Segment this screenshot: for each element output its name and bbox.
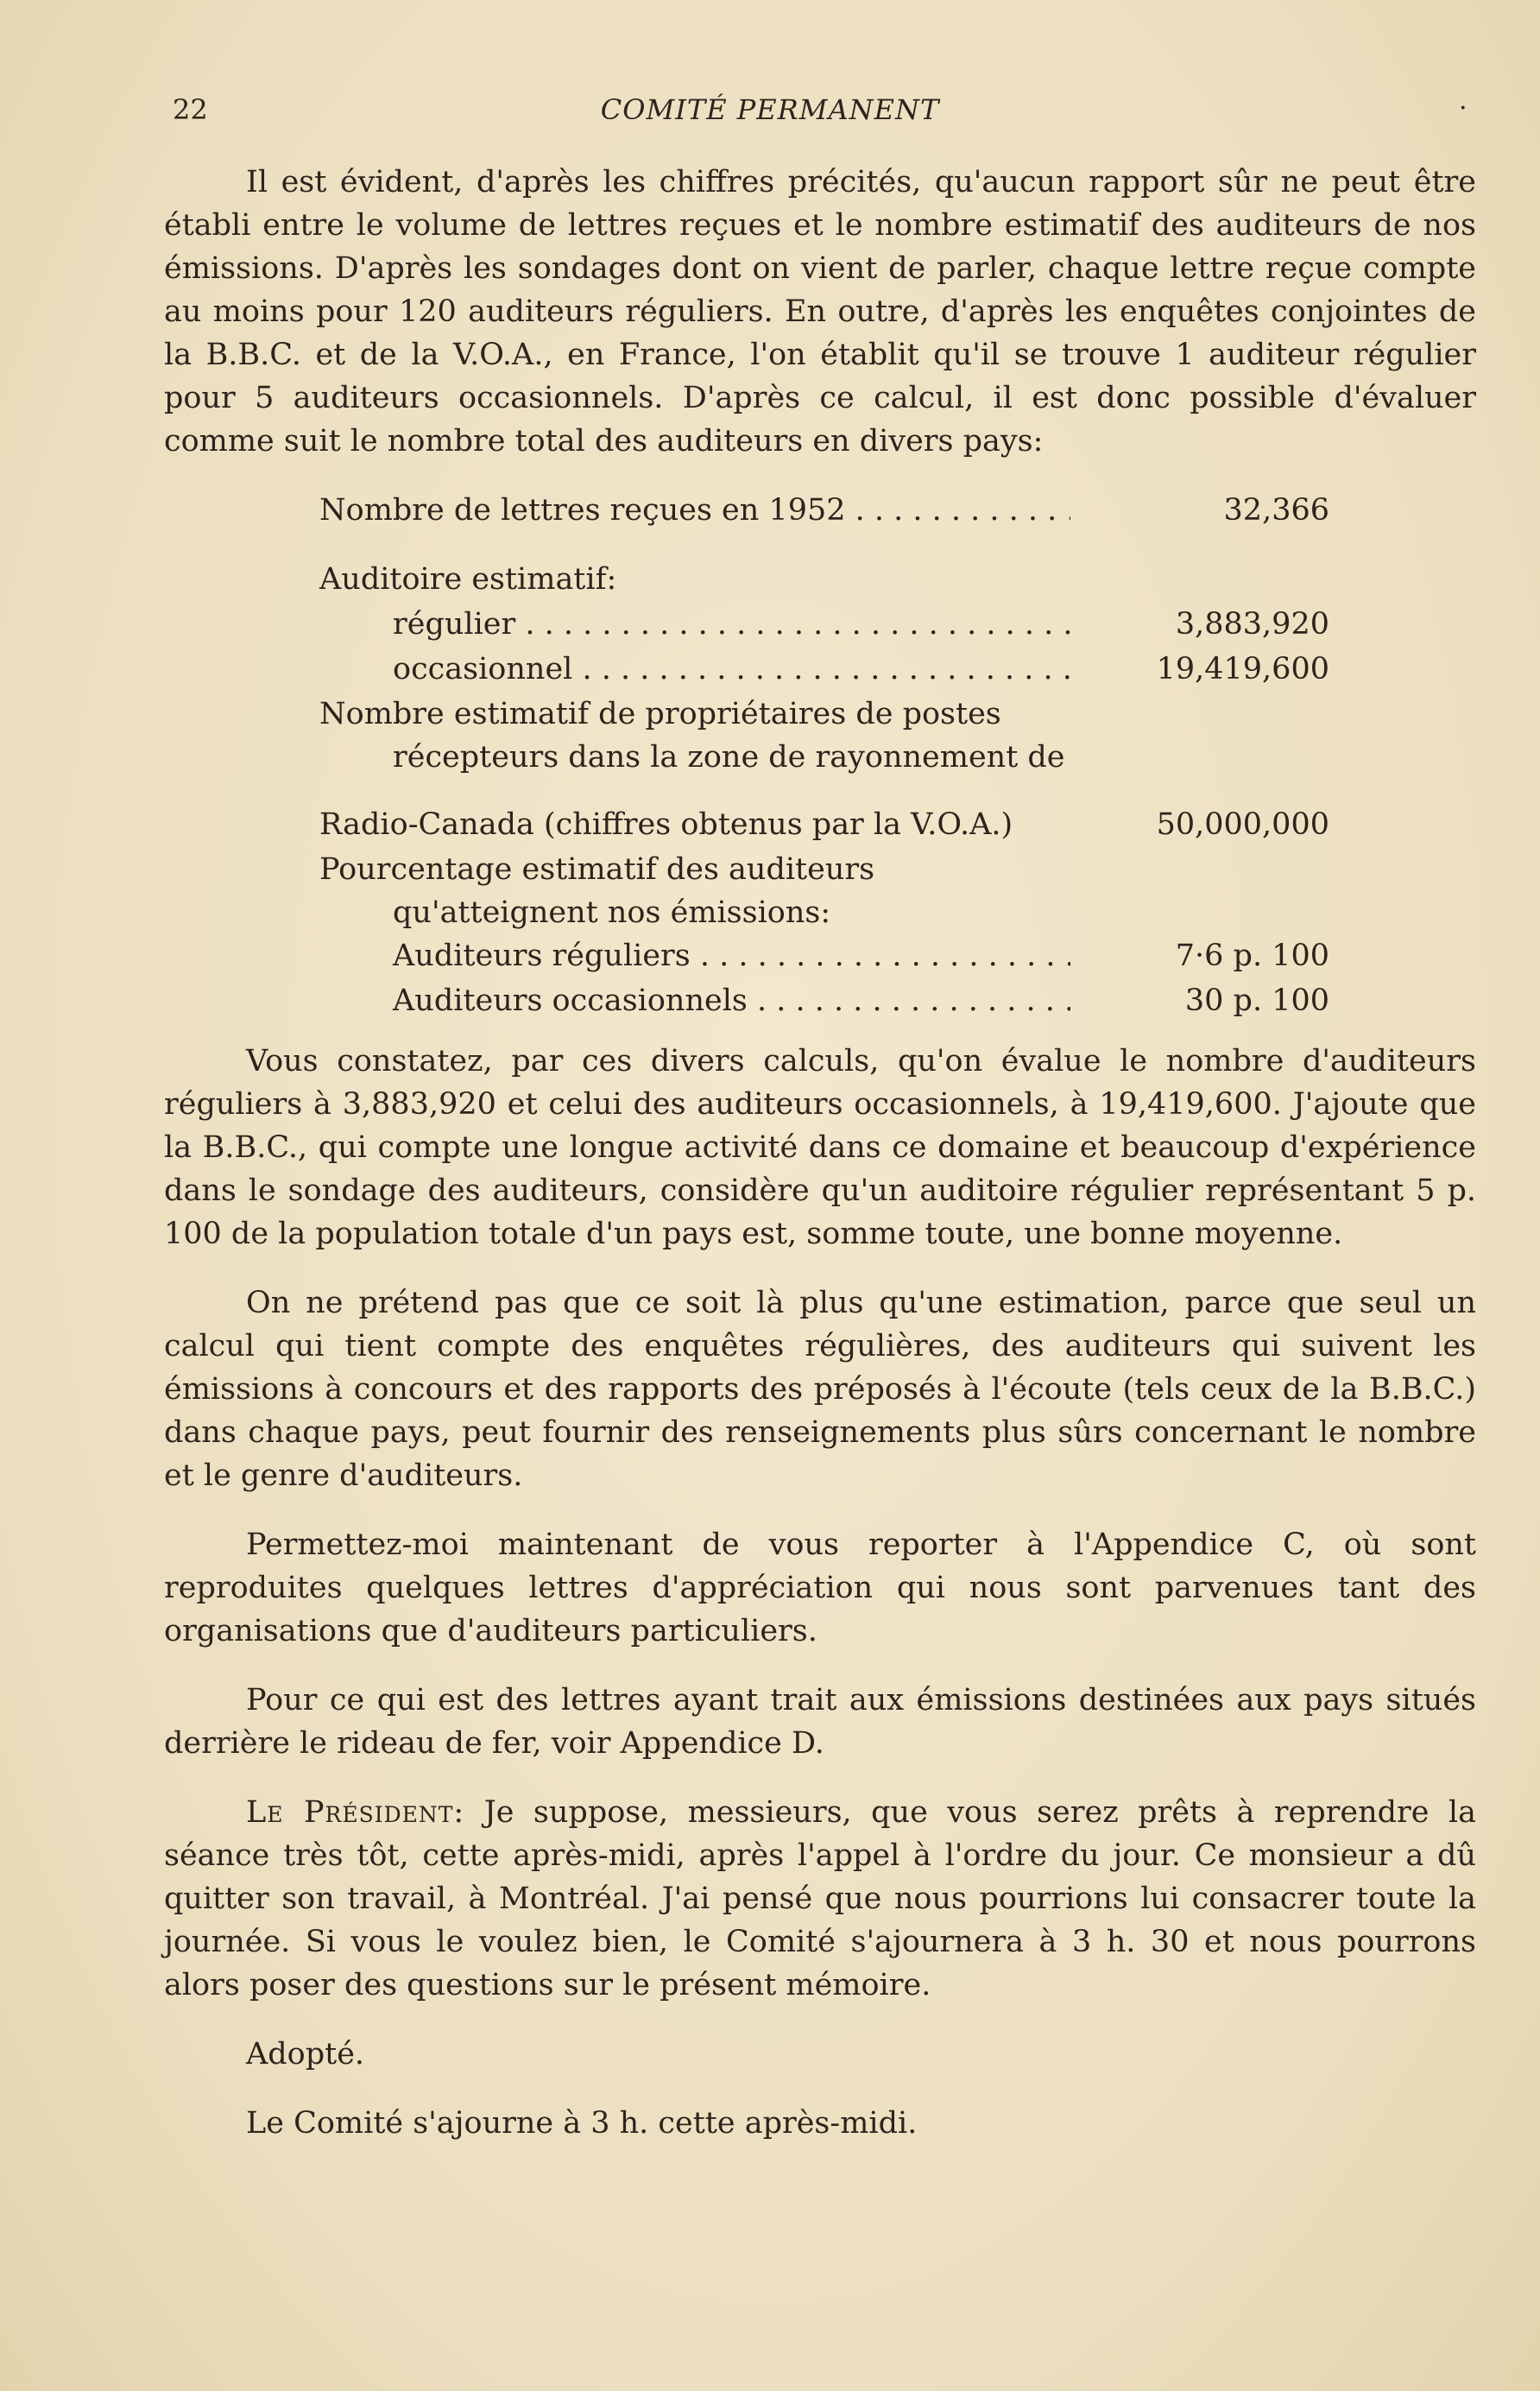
page-number: 22 [173,93,208,126]
header-dot: · [1459,93,1467,123]
running-title: COMITÉ PERMANENT [600,93,940,126]
paragraph-1: Il est évident, d'après les chiffres précités, qu'aucun rapport sûr ne peut être établi entre le volume de lettres reçues et le nombre estimatif des auditeurs de nos émissions. D'après les sondages dont on vient de parler, chaque lettre reçue compte au moins pour 120 auditeurs réguliers. En outre, d'après les enquêtes conjointes de la B.B.C. et de la V.O.A., en France, l'on établit qu'il se trouve 1 auditeur régulier pour 5 auditeurs occasionnels. D'après ce calcul, il est donc possible d'évaluer comme suit le nombre total des auditeurs en divers pays: [164,165,1476,459]
owners-label-2: Radio-Canada (chiffres obtenus par la V.O.A.) [319,807,1013,842]
table-row-audience-heading [164,558,1476,603]
audience-estimate-table [164,489,1476,1024]
table-row-regular-pct [164,934,1476,979]
occasional-label: occasionnel . . . [164,648,1070,691]
occasional-pct-label: Auditeurs occasionnels . . . [164,979,1070,1022]
occasional-pct-value: 30 p. 100 [1184,984,1329,1018]
owners-label: Nombre estimatif de propriétaires de postes récepteurs dans la zone de rayonnement de [319,697,1065,775]
table-row-letters [164,489,1476,534]
paragraph-3: On ne prétend pas que ce soit là plus qu'une estimation, parce que seul un calcul qui tient compte des enquêtes régulières, des auditeurs qui suivent les émissions à concours et des rapports des préposés à l'écoute (tels ceux de la B.B.C.) dans chaque pays, peut fournir des renseignements plus sûrs concernant le nombre et le genre d'auditeurs. [164,1286,1476,1493]
letters-value: 32,366 [1223,493,1329,528]
regular-pct-label: Auditeurs réguliers . . . [164,934,1070,977]
body-text [164,161,1476,2171]
table-row-percent-heading [164,848,1476,934]
paragraph-6 [164,1791,1476,2007]
table-row-occasional [164,648,1476,693]
paragraph-5: Pour ce qui est des lettres ayant trait aux émissions destinées aux pays situés derrière le rideau de fer, voir Appendice D. [164,1683,1476,1761]
owners-value: 50,000,000 [1156,807,1329,842]
table-row-owners [164,693,1476,779]
percent-heading: Pourcentage estimatif des auditeurs qu'atteignent nos émissions: [319,852,875,930]
letters-label: Nombre de lettres reçues en 1952 . . . [164,489,1070,532]
paragraph-4: Permettez-moi maintenant de vous reporter à l'Appendice C, où sont reproduites quelques lettres d'appréciation qui nous sont parvenues tant des organisations que d'auditeurs particuliers. [164,1528,1476,1648]
paragraph-adopted: Adopté. [246,2037,365,2072]
paragraph-adjourn: Le Comité s'ajourne à 3 h. cette après-midi. [246,2106,918,2141]
occasional-value: 19,419,600 [1156,652,1329,686]
speaker-text: Je suppose, messieurs, que vous serez prêts à reprendre la séance très tôt, cette après-midi, après l'appel à l'ordre du jour. Ce monsieur a dû quitter son travail, à Montréal. J'ai pensé que nous pourrions lui consacrer toute la journée. Si vous le voulez bien, le Comité s'ajournera à 3 h. 30 et nous pourrons alors poser des questions sur le présent mémoire. [164,1795,1476,2002]
paragraph-2: Vous constatez, par ces divers calculs, qu'on évalue le nombre d'auditeurs réguliers à 3,883,920 et celui des auditeurs occasionnels, à 19,419,600. J'ajoute que la B.B.C., qui compte une longue activité dans ce domaine et beaucoup d'expérience dans le sondage des auditeurs, considère qu'un auditoire régulier représentant 5 p. 100 de la population totale d'un pays est, somme toute, une bonne moyenne. [164,1044,1476,1251]
table-row-occasional-pct [164,979,1476,1024]
speaker-name: Le Président: [246,1795,465,1830]
page-header [0,93,1540,136]
table-row-owners-source [164,803,1476,848]
regular-value: 3,883,920 [1175,607,1329,642]
audience-heading: Auditoire estimatif: [319,562,617,597]
regular-pct-value: 7·6 p. 100 [1175,939,1329,973]
table-row-regular [164,603,1476,648]
regular-label: régulier . . . [164,603,1070,646]
